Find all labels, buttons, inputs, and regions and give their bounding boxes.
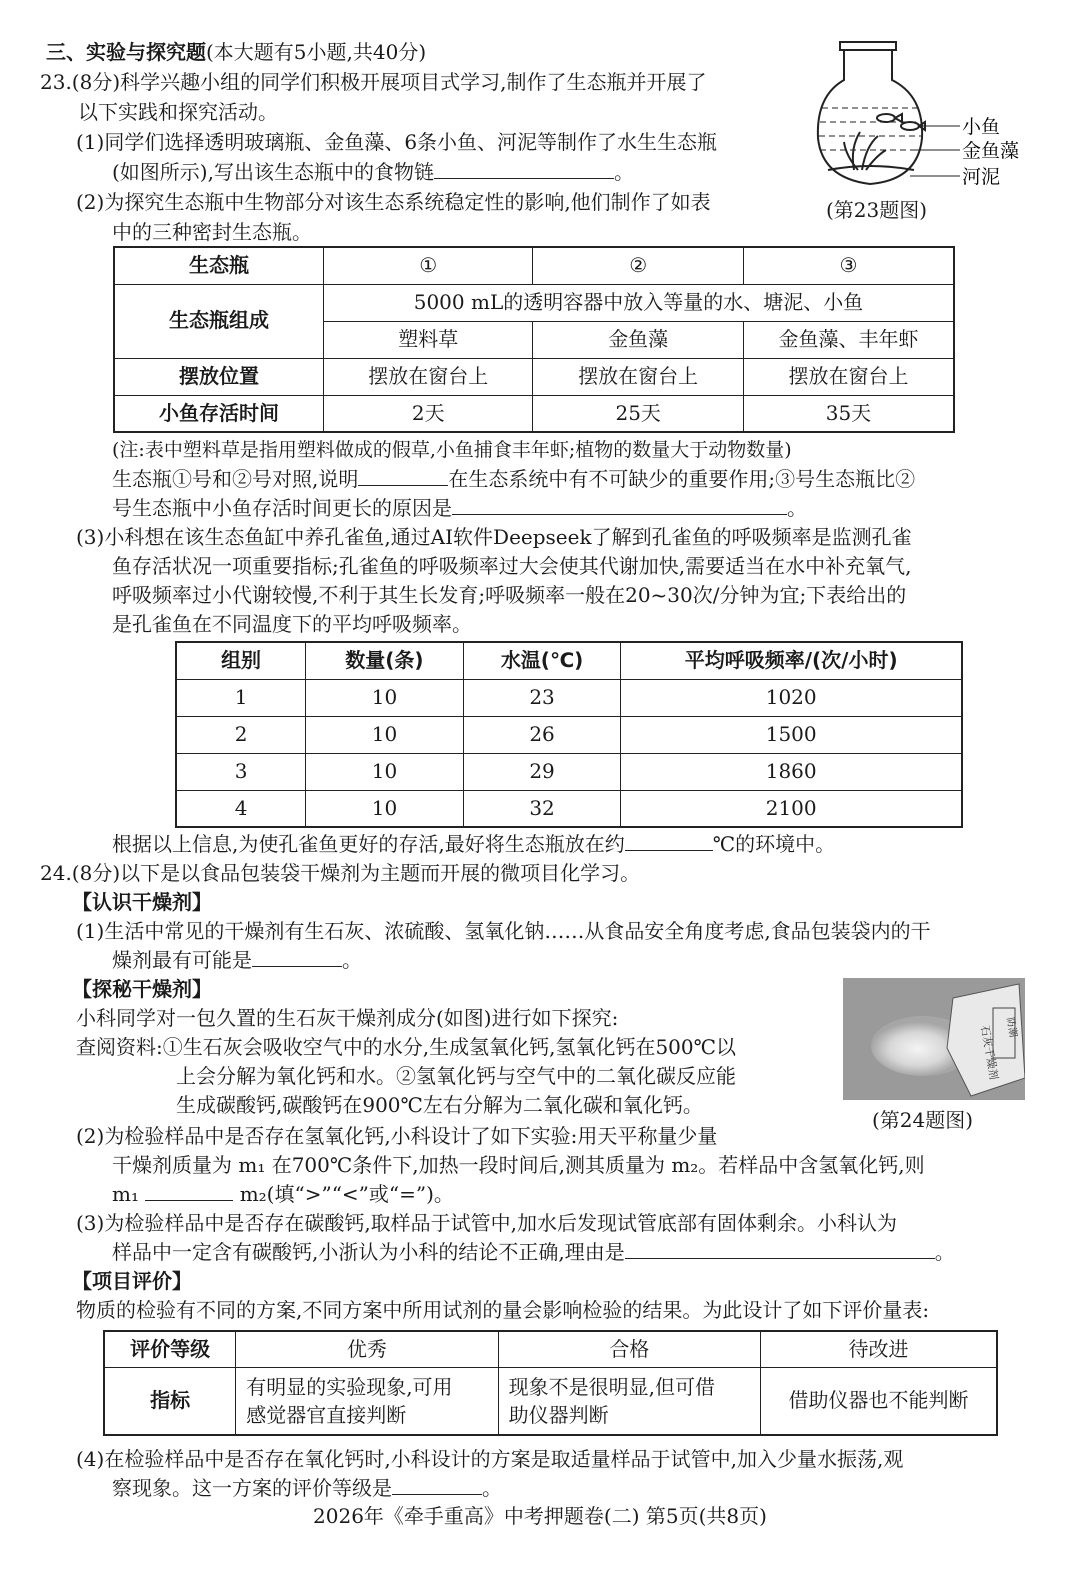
q23-line-3: (1)同学们选择透明玻璃瓶、金鱼藻、6条小鱼、河泥等制作了水生生态瓶 (76, 130, 718, 154)
q24-q1-line-1: (1)生活中常见的干燥剂有生石灰、浓硫酸、氢氧化钠……从食品安全角度考虑,食品包装袋内的干 (76, 919, 931, 943)
t1-placement-label: 摆放位置 (114, 358, 323, 395)
after-table-text-3: 号生态瓶中小鱼存活时间更长的原因是 (112, 496, 452, 520)
t2-cell: 1 (176, 679, 306, 716)
eco-bottle-figure (810, 38, 1050, 198)
q23-figure-caption: (第23题图) (826, 198, 928, 222)
t2-header-count: 数量(条) (306, 642, 464, 679)
t2-cell: 3 (176, 753, 306, 790)
table-row (176, 679, 962, 716)
t1-header-bottle: 生态瓶 (114, 247, 323, 284)
breathing-rate-table (175, 641, 963, 828)
eval-excellent-line-1: 有明显的实验现象,可用 (246, 1374, 453, 1399)
t1-survival-2: 25天 (533, 395, 743, 432)
t2-cell: 29 (463, 753, 621, 790)
mud-layer (828, 166, 914, 170)
t1-composition-label: 生态瓶组成 (114, 284, 323, 358)
desiccant-photo (843, 978, 1025, 1100)
t1-survival-1: 2天 (323, 395, 532, 432)
q24-q3-line-2 (112, 1238, 1080, 1268)
t2-cell: 23 (463, 679, 621, 716)
t1-composition-2: 金鱼藻 (533, 321, 743, 358)
q23-q3-line-2: 鱼存活状况一项重要指标;孔雀鱼的呼吸频率过大会使其代谢加快,需要适当在水中补充氧气, (112, 554, 912, 578)
t1-note: (注:表中塑料草是指用塑料做成的假草,小鱼捕食丰年虾;植物的数量大于动物数量) (112, 439, 792, 461)
evaluation-table (103, 1330, 998, 1436)
t2-cell: 10 (306, 679, 464, 716)
q24-q4-line-1: (4)在检验样品中是否存在氧化钙时,小科设计的方案是取适量样品于试管中,加入少量水振荡,观 (76, 1447, 904, 1471)
answer-blank-temperature[interactable] (625, 830, 713, 851)
q24-heading-know: 【认识干燥剂】 (72, 890, 212, 914)
after-table-text-1: 生态瓶①号和②号对照,说明 (112, 467, 359, 491)
period: 。 (482, 1476, 502, 1500)
q24-q2-line-2: 干燥剂质量为 m₁ 在700℃条件下,加热一段时间后,测其质量为 m₂。若样品中含氢氧化钙,则 (112, 1153, 925, 1177)
t1-composition-shared: 5000 mL的透明容器中放入等量的水、塘泥、小鱼 (323, 284, 954, 321)
conclusion-text: 根据以上信息,为使孔雀鱼更好的存活,最好将生态瓶放在约 (112, 832, 625, 856)
goldfish-weed (844, 132, 886, 170)
t2-cell: 1020 (621, 679, 962, 716)
label-goldfish-weed: 金鱼藻 (962, 140, 1020, 162)
period: 。 (613, 160, 634, 184)
eval-header-level: 评价等级 (104, 1331, 236, 1367)
t2-cell: 2100 (621, 790, 962, 827)
table-row (176, 716, 962, 753)
table-row (176, 790, 962, 827)
package-label: 石灰干燥剂 (978, 1024, 1001, 1081)
eco-bottle-table (113, 246, 955, 433)
section-title-bold: 三、实验与探究题 (46, 40, 206, 64)
t2-header-rate: 平均呼吸频率/(次/小时) (621, 642, 962, 679)
t2-cell: 10 (306, 790, 464, 827)
q23-q3-line-3: 呼吸频率过小代谢较慢,不利于其生长发育;呼吸频率一般在20~30次/分钟为宜;下表给出的 (112, 583, 907, 607)
q24-figure-caption: (第24题图) (872, 1108, 974, 1132)
period: 。 (787, 496, 807, 520)
t2-cell: 10 (306, 753, 464, 790)
q24-eval-intro: 物质的检验有不同的方案,不同方案中所用试剂的量会影响检验的结果。为此设计了如下评价量表: (76, 1298, 930, 1322)
q23-line-6: 中的三种密封生态瓶。 (112, 220, 312, 244)
q3-prompt: 样品中一定含有碳酸钙,小浙认为小科的结论不正确,理由是 (112, 1240, 625, 1264)
t1-placement-2: 摆放在窗台上 (533, 358, 743, 395)
table-row (176, 753, 962, 790)
label-small-fish: 小鱼 (962, 116, 1001, 138)
t2-cell: 10 (306, 716, 464, 753)
eval-pass-line-2: 助仪器判断 (508, 1402, 609, 1427)
conclusion-unit: ℃的环境中。 (712, 832, 836, 856)
label-river-mud: 河泥 (962, 166, 1001, 188)
q23-line-2: 以下实践和探究活动。 (78, 100, 278, 124)
q23-foodchain-prompt: (如图所示),写出该生态瓶中的食物链 (112, 160, 434, 184)
small-fish-1 (877, 114, 895, 122)
eval-header-pass: 合格 (498, 1331, 760, 1367)
eval-pass-line-1: 现象不是很明显,但可借 (508, 1374, 715, 1399)
t1-header-2: ② (533, 247, 743, 284)
t2-cell: 2 (176, 716, 306, 753)
eval-excellent-line-2: 感觉器官直接判断 (246, 1402, 407, 1427)
q24-heading-explore: 【探秘干燥剂】 (72, 977, 212, 1001)
q24-explore-line-2: 查阅资料:①生石灰会吸收空气中的水分,生成氢氧化钙,氢氧化钙在500℃以 (76, 1035, 736, 1059)
m1-symbol: m₁ (112, 1182, 139, 1206)
period: 。 (342, 948, 362, 972)
answer-blank-desiccant[interactable] (252, 946, 342, 967)
section-title-rest: (本大题有5小题,共40分) (206, 40, 427, 64)
t2-header-temp: 水温(℃) (463, 642, 621, 679)
answer-blank-producer[interactable] (358, 465, 448, 486)
answer-blank-reason-24[interactable] (625, 1238, 935, 1259)
answer-blank-reason[interactable] (452, 494, 787, 515)
t1-header-3: ③ (743, 247, 954, 284)
period: 。 (934, 1240, 955, 1264)
t2-header-group: 组别 (176, 642, 306, 679)
answer-blank-food-chain[interactable] (434, 158, 614, 179)
q24-heading-eval: 【项目评价】 (72, 1269, 192, 1293)
q1-prompt: 燥剂最有可能是 (112, 948, 252, 972)
eval-excellent-cell (236, 1367, 498, 1435)
m2-prompt: m₂(填“>”“<”或“=”)。 (239, 1182, 454, 1206)
t1-placement-1: 摆放在窗台上 (323, 358, 532, 395)
t1-header-1: ① (323, 247, 532, 284)
q24-q4-line-2 (112, 1474, 1080, 1504)
q24-explore-line-1: 小科同学对一包久置的生石灰干燥剂成分(如图)进行如下探究: (76, 1006, 619, 1030)
q23-line-5: (2)为探究生态瓶中生物部分对该生态系统稳定性的影响,他们制作了如表 (76, 190, 711, 214)
q24-q2-line-1: (2)为检验样品中是否存在氢氧化钙,小科设计了如下实验:用天平称量少量 (76, 1124, 718, 1148)
q24-q3-line-1: (3)为检验样品中是否存在碳酸钙,取样品于试管中,加水后发现试管底部有固体剩余。小科认为 (76, 1211, 898, 1235)
eval-pass-cell (498, 1367, 760, 1435)
t2-cell: 26 (463, 716, 621, 753)
q23-conclusion (112, 830, 1080, 860)
q23-q3-line-1: (3)小科想在该生态鱼缸中养孔雀鱼,通过AI软件Deepseek了解到孔雀鱼的呼吸频率是监测孔雀 (76, 525, 912, 549)
t2-cell: 1860 (621, 753, 962, 790)
t1-composition-3: 金鱼藻、丰年虾 (743, 321, 954, 358)
t2-cell: 1500 (621, 716, 962, 753)
q24-explore-line-4: 生成碳酸钙,碳酸钙在900℃左右分解为二氧化碳和氧化钙。 (176, 1093, 703, 1117)
q23-after-table-2 (112, 494, 1080, 524)
t1-survival-3: 35天 (743, 395, 954, 432)
q24-q2-line-3 (112, 1180, 1080, 1210)
eval-row-label: 指标 (104, 1367, 236, 1435)
q4-prompt: 察现象。这一方案的评价等级是 (112, 1476, 392, 1500)
package-label-2: 防潮 (1004, 1016, 1019, 1039)
q23-q3-line-4: 是孔雀鱼在不同温度下的平均呼吸频率。 (112, 612, 472, 636)
q23-after-table-1 (112, 465, 1080, 495)
t1-composition-1: 塑料草 (323, 321, 532, 358)
page-footer: 2026年《牵手重高》中考押题卷(二) 第5页(共8页) (313, 1504, 767, 1528)
small-fish-2 (901, 122, 919, 130)
eval-header-improve: 待改进 (761, 1331, 997, 1367)
t1-placement-3: 摆放在窗台上 (743, 358, 954, 395)
bottle-cap (840, 42, 896, 50)
q24-explore-line-3: 上会分解为氧化钙和水。②氢氧化钙与空气中的二氧化碳反应能 (176, 1064, 736, 1088)
eval-improve-cell: 借助仪器也不能判断 (761, 1367, 997, 1435)
q24-intro: 24.(8分)以下是以食品包装袋干燥剂为主题而开展的微项目化学习。 (40, 861, 641, 885)
answer-blank-evaluation[interactable] (392, 1474, 482, 1495)
answer-blank-compare[interactable] (145, 1180, 233, 1201)
t1-survival-label: 小鱼存活时间 (114, 395, 323, 432)
q24-q1-line-2 (112, 946, 1080, 976)
after-table-text-2: 在生态系统中有不可缺少的重要作用;③号生态瓶比② (448, 467, 916, 491)
q23-line-1: 23.(8分)科学兴趣小组的同学们积极开展项目式学习,制作了生态瓶并开展了 (40, 70, 707, 94)
t2-cell: 32 (463, 790, 621, 827)
eval-header-excellent: 优秀 (236, 1331, 498, 1367)
t2-cell: 4 (176, 790, 306, 827)
